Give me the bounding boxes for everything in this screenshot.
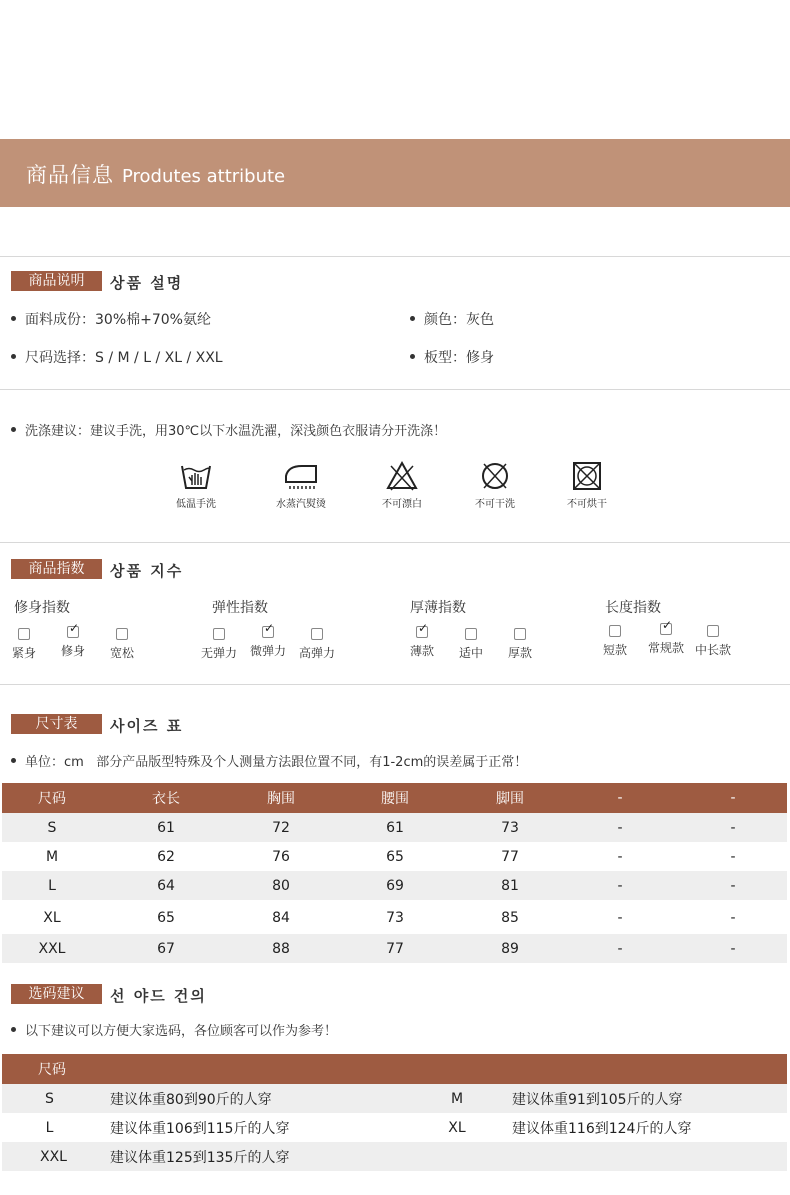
index-option: ✓ 修身 <box>48 626 98 659</box>
care-label: 不可漂白 <box>382 499 422 510</box>
checkbox <box>465 628 477 640</box>
size-cell: L <box>45 1119 54 1136</box>
table-row <box>2 813 787 842</box>
section-ko-size: 사이즈 표 <box>110 717 184 735</box>
table-cell: 89 <box>501 940 519 957</box>
checkbox <box>609 625 621 637</box>
table-cell: XXL <box>38 940 66 957</box>
table-row <box>2 842 787 871</box>
index-title-elasticity: 弹性指数 <box>212 600 268 616</box>
care-item <box>357 460 447 510</box>
header-cell: 衣长 <box>152 791 180 807</box>
care-label: 水蒸汽熨烫 <box>276 499 326 510</box>
header-cell: 尺码 <box>38 1062 66 1078</box>
table-cell: 73 <box>386 909 404 926</box>
checkbox-checked <box>262 626 274 638</box>
index-option: ✓ 薄款 <box>397 626 447 659</box>
checkbox <box>213 628 225 640</box>
checkbox <box>116 628 128 640</box>
care-item <box>256 460 346 510</box>
table-cell: 61 <box>386 819 404 836</box>
color-item: 颜色：灰色 <box>410 309 494 329</box>
table-cell: - <box>730 909 736 926</box>
table-cell: 81 <box>501 877 519 894</box>
size-note: 单位：cm 部分产品版型特殊及个人测量方法跟位置不同，有1-2cm的误差属于正常！ <box>11 751 527 770</box>
index-option: 紧身 <box>0 628 49 661</box>
index-option: 短款 <box>590 625 640 658</box>
care-item <box>542 460 632 510</box>
table-cell: 80 <box>272 877 290 894</box>
divider <box>0 684 790 685</box>
no-bleach-icon <box>385 460 419 492</box>
section-tag-index: 商品指数 <box>11 559 102 579</box>
table-cell: 65 <box>386 848 404 865</box>
index-option: ✓ 常规款 <box>641 623 691 656</box>
table-cell: L <box>48 877 56 894</box>
recommend-row <box>2 1113 787 1142</box>
table-cell: - <box>617 848 623 865</box>
table-cell: 65 <box>157 909 175 926</box>
size-cell: M <box>450 1090 464 1107</box>
index-title-fit: 修身指数 <box>14 600 70 616</box>
table-cell: - <box>730 819 736 836</box>
table-cell: 64 <box>157 877 175 894</box>
index-title-length: 长度指数 <box>605 600 661 616</box>
table-cell: - <box>617 909 623 926</box>
index-option: 适中 <box>446 628 496 661</box>
recommend-row <box>2 1084 787 1113</box>
section-tag-recommend: 选码建议 <box>11 984 102 1004</box>
table-cell: - <box>617 877 623 894</box>
care-label: 低温手洗 <box>176 499 216 510</box>
fabric-item: 面料成份：30%棉+70%氨纶 <box>11 309 211 329</box>
index-option: 中长款 <box>688 625 738 658</box>
section-ko-desc: 상품 설명 <box>110 274 184 292</box>
table-cell: - <box>617 940 623 957</box>
index-option: 宽松 <box>97 628 147 661</box>
table-cell: - <box>730 940 736 957</box>
recommend-text: 建议体重91到105斤的人穿 <box>512 1091 683 1108</box>
recommend-row <box>2 1142 787 1171</box>
table-cell: 77 <box>501 848 519 865</box>
section-tag-size: 尺寸表 <box>11 714 102 734</box>
banner-title <box>26 159 285 189</box>
no-tumble-dry-icon <box>570 460 604 492</box>
checkbox <box>707 625 719 637</box>
size-cell: S <box>45 1090 54 1107</box>
table-cell: 85 <box>501 909 519 926</box>
recommend-text: 建议体重116到124斤的人穿 <box>512 1120 692 1137</box>
header-cell: 胸围 <box>267 791 295 807</box>
recommend-text: 建议体重125到135斤的人穿 <box>110 1149 290 1166</box>
table-cell: M <box>45 848 59 865</box>
divider <box>0 542 790 543</box>
checkbox-checked <box>660 623 672 635</box>
size-item: 尺码选择：S / M / L / XL / XXL <box>11 347 223 367</box>
no-dryclean-icon <box>478 460 512 492</box>
table-row <box>2 871 787 900</box>
banner-title-en: Produtes attribute <box>122 166 286 187</box>
table-cell: 69 <box>386 877 404 894</box>
checkbox <box>311 628 323 640</box>
table-cell: 84 <box>272 909 290 926</box>
table-cell: S <box>47 819 57 836</box>
index-option: 厚款 <box>495 628 545 661</box>
divider <box>0 389 790 390</box>
table-cell: - <box>730 848 736 865</box>
checkbox-checked <box>67 626 79 638</box>
section-tag-desc: 商品说明 <box>11 271 102 291</box>
index-option: 高弹力 <box>292 628 342 661</box>
low-temp-handwash-icon <box>179 460 213 492</box>
table-cell: - <box>730 877 736 894</box>
checkbox-checked <box>416 626 428 638</box>
table-cell: 73 <box>501 819 519 836</box>
checkbox <box>18 628 30 640</box>
checkbox <box>514 628 526 640</box>
table-cell: 62 <box>157 848 175 865</box>
table-row <box>2 934 787 963</box>
steam-iron-icon <box>282 460 320 492</box>
table-cell: - <box>617 819 623 836</box>
section-ko-recommend: 선 야드 건의 <box>110 987 207 1005</box>
care-item <box>450 460 540 510</box>
table-cell: 61 <box>157 819 175 836</box>
header-cell: 尺码 <box>38 791 66 807</box>
recommend-note: 以下建议可以方便大家选码，各位顾客可以作为参考！ <box>11 1020 337 1039</box>
size-cell: XL <box>448 1119 466 1136</box>
banner-title-cn: 商品信息 <box>26 163 114 187</box>
table-cell: 72 <box>272 819 290 836</box>
header-cell: - <box>617 790 623 806</box>
index-option: 无弹力 <box>194 628 244 661</box>
divider <box>0 256 790 257</box>
table-cell: 77 <box>386 940 404 957</box>
header-cell: 腰围 <box>381 791 409 807</box>
table-cell: XL <box>43 909 61 926</box>
size-cell: XXL <box>40 1148 67 1165</box>
table-cell: 76 <box>272 848 290 865</box>
size-table-header <box>2 783 787 813</box>
care-label: 不可烘干 <box>567 499 607 510</box>
header-cell: 脚围 <box>496 791 524 807</box>
index-title-thickness: 厚薄指数 <box>410 600 466 616</box>
table-cell: 67 <box>157 940 175 957</box>
header-cell: - <box>730 790 736 806</box>
recommend-table-header <box>2 1054 787 1084</box>
care-item <box>151 460 241 510</box>
table-row <box>2 903 787 932</box>
table-cell: 88 <box>272 940 290 957</box>
section-ko-index: 상품 지수 <box>110 562 184 580</box>
recommend-text: 建议体重106到115斤的人穿 <box>110 1120 290 1137</box>
fit-item: 板型：修身 <box>410 347 494 367</box>
care-label: 不可干洗 <box>475 499 515 510</box>
index-option: ✓ 微弹力 <box>243 626 293 659</box>
recommend-text: 建议体重80到90斤的人穿 <box>110 1091 272 1108</box>
wash-advice: 洗涤建议：建议手洗，用30℃以下水温洗濯，深浅颜色衣服请分开洗涤！ <box>11 420 446 439</box>
